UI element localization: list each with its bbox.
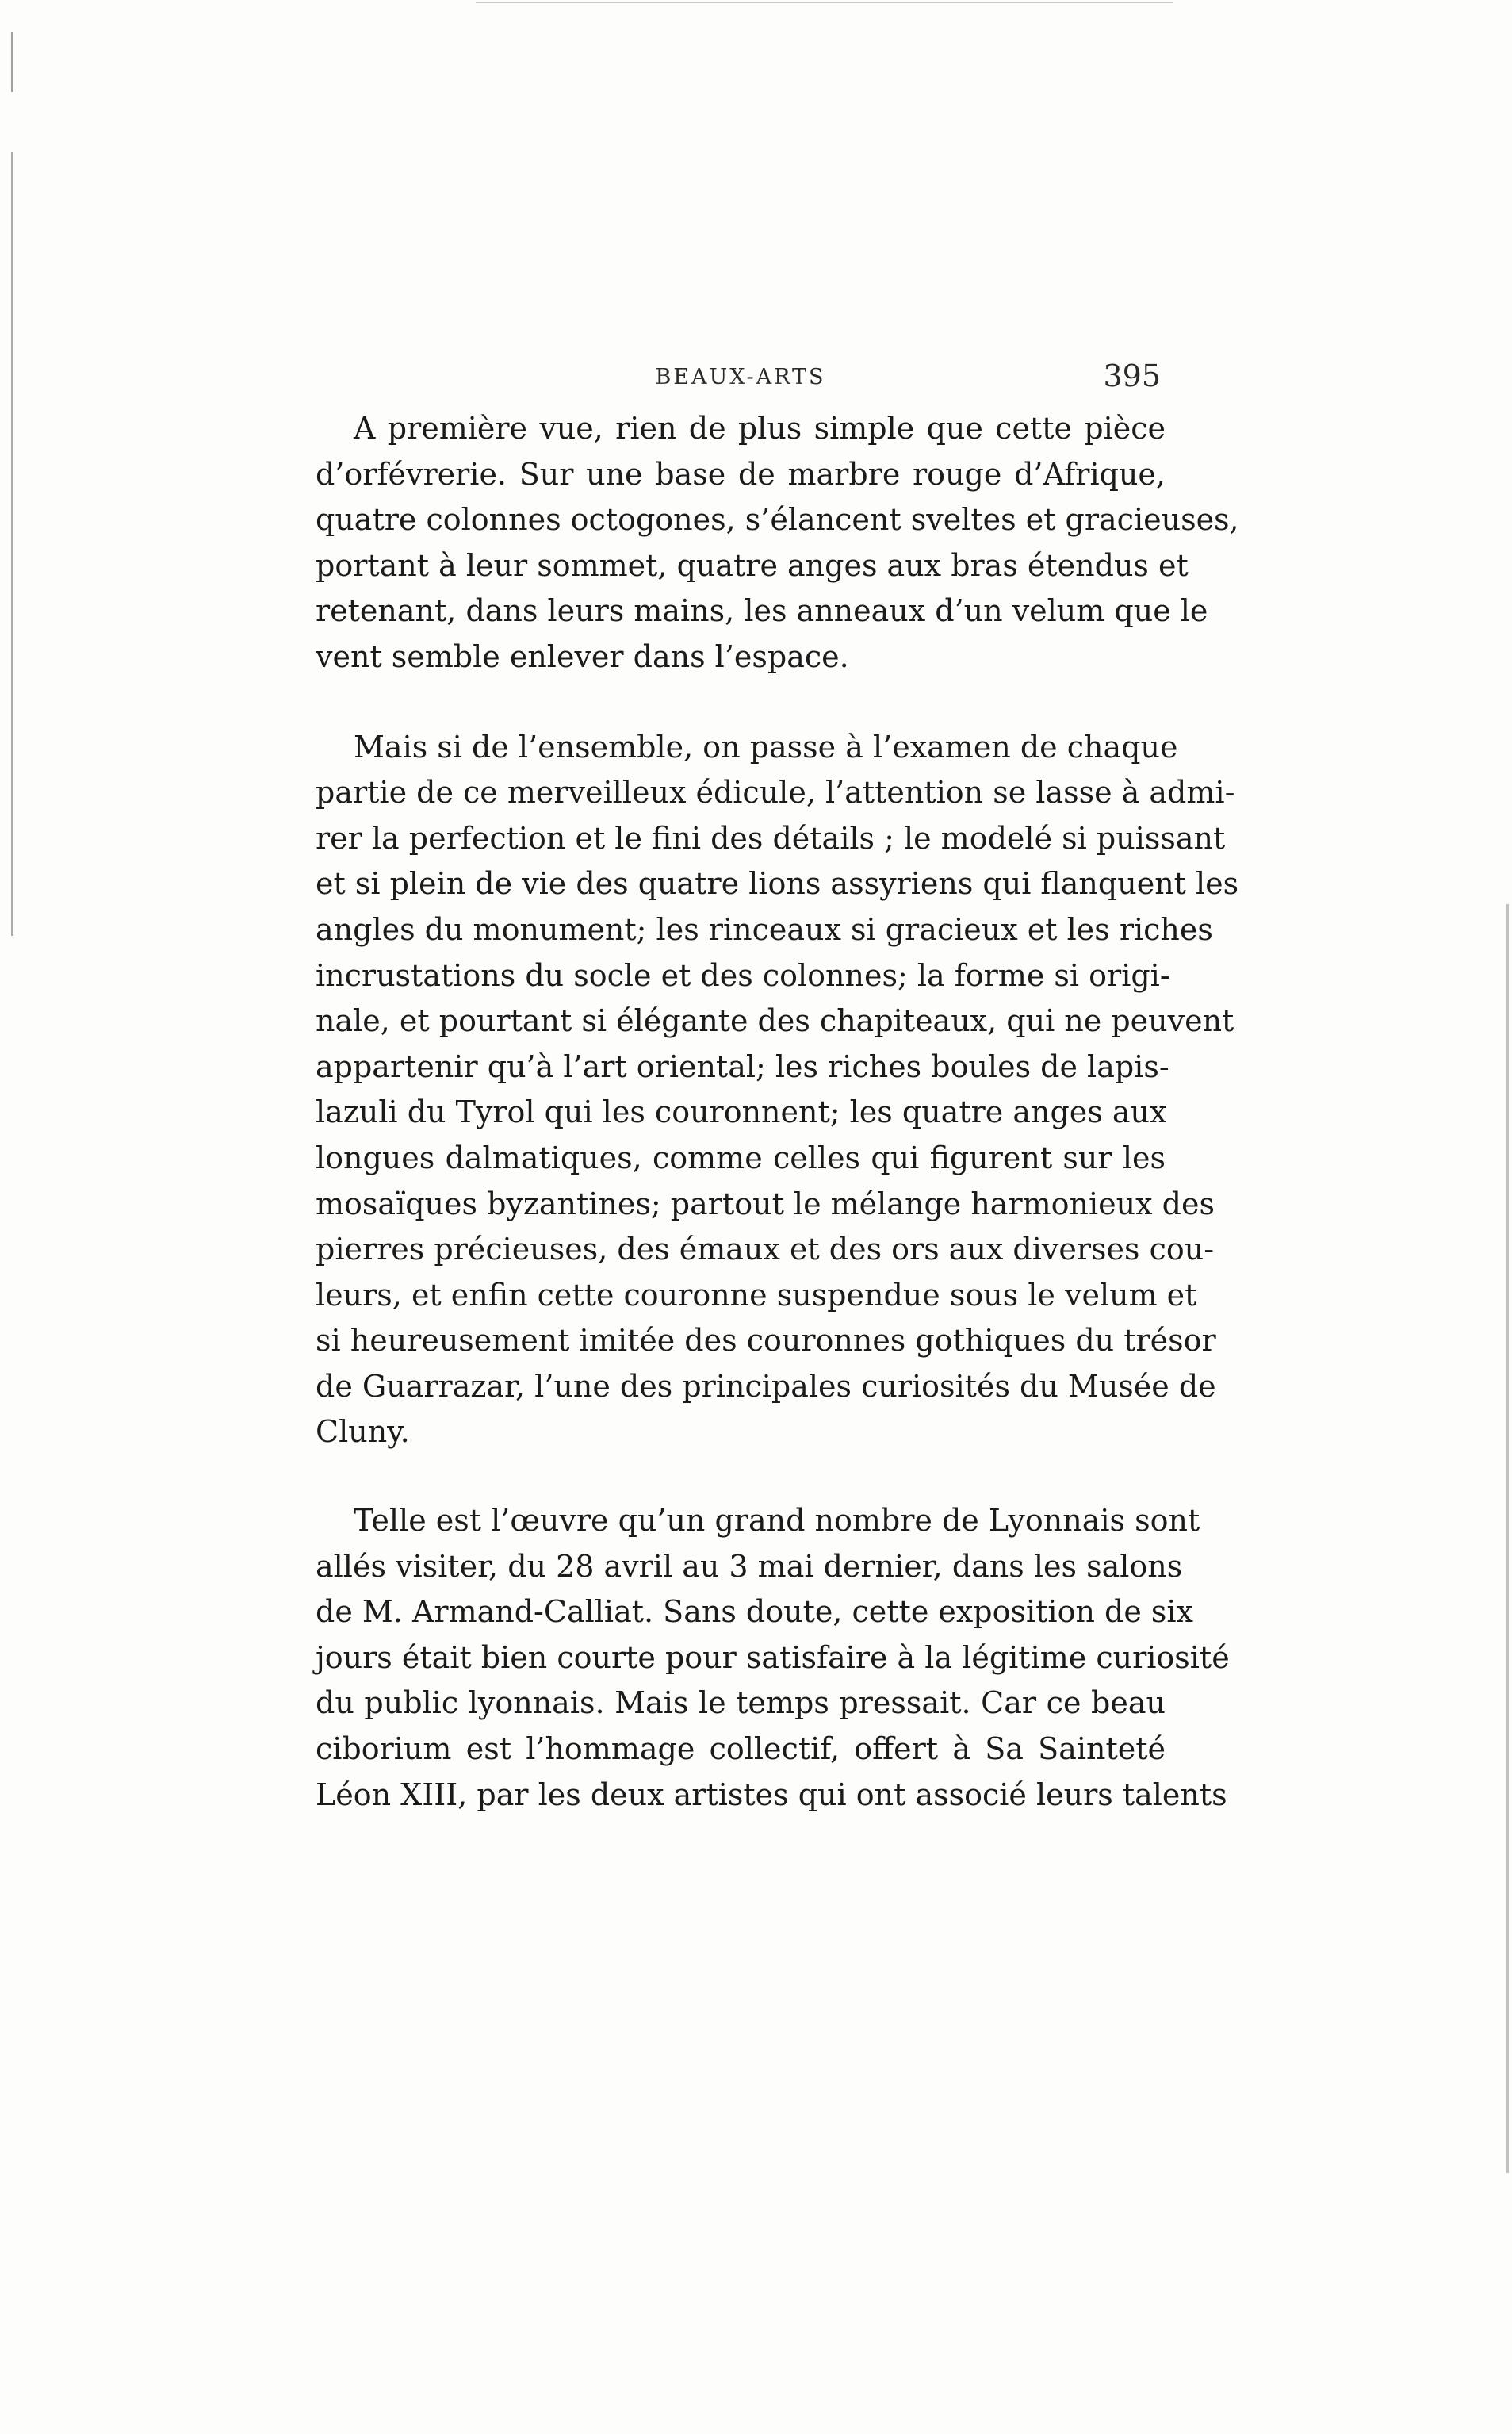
scan-right-edge xyxy=(1506,904,1509,2173)
text-line: Telle est l’œuvre qu’un grand nombre de Lyonnais sont xyxy=(354,1503,1200,1539)
text-line: quatre colonnes octogones, s’élancent sveltes et gracieuses, xyxy=(316,502,1239,538)
text-line: leurs, et enfin cette couronne suspendue sous le velum et xyxy=(316,1277,1197,1313)
page-column xyxy=(316,358,1239,1818)
text-line: de Guarrazar, l’une des principales curiosités du Musée de xyxy=(316,1368,1216,1404)
text-line: nale, et pourtant si élégante des chapiteaux, qui ne peuvent xyxy=(316,1003,1234,1039)
text-line: rer la perfection et le fini des détails ; le modelé si puissant xyxy=(316,820,1226,856)
running-head xyxy=(316,358,1166,400)
text-line: Léon XIII, par les deux artistes qui ont associé leurs talents xyxy=(316,1777,1227,1812)
text-line: Cluny. xyxy=(316,1414,410,1450)
paragraph-1 xyxy=(316,406,1239,680)
text-line: allés visiter, du 28 avril au 3 mai dernier, dans les salons xyxy=(316,1548,1183,1584)
text-line: partie de ce merveilleux édicule, l’attention se lasse à admi- xyxy=(316,775,1235,811)
text-line: appartenir qu’à l’art oriental; les riches boules de lapis- xyxy=(316,1048,1169,1084)
text-line: jours était bien courte pour satisfaire à la légitime curiosité xyxy=(316,1639,1230,1675)
text-line: A première vue, rien de plus simple que cette pièce xyxy=(354,411,1166,446)
text-line: retenant, dans leurs mains, les anneaux d’un velum que le xyxy=(316,593,1208,629)
text-line: mosaïques byzantines; partout le mélange harmonieux des xyxy=(316,1186,1215,1221)
text-line: angles du monument; les rinceaux si gracieux et les riches xyxy=(316,911,1213,947)
text-line: d’orfévrerie. Sur une base de marbre rouge d’Afrique, xyxy=(316,456,1166,492)
paragraph-3 xyxy=(316,1498,1230,1818)
text-line: si heureusement imitée des couronnes gothiques du trésor xyxy=(316,1323,1216,1359)
page-number: 395 xyxy=(1103,358,1161,393)
paragraph-2 xyxy=(316,725,1239,1456)
text-line: de M. Armand-Calliat. Sans doute, cette exposition de six xyxy=(316,1594,1193,1630)
text-line: lazuli du Tyrol qui les couronnent; les quatre anges aux xyxy=(316,1094,1167,1130)
scan-top-rule xyxy=(476,2,1173,3)
text-line: Mais si de l’ensemble, on passe à l’examen de chaque xyxy=(354,729,1178,765)
text-line: vent semble enlever dans l’espace. xyxy=(316,638,849,674)
text-line: portant à leur sommet, quatre anges aux bras étendus et xyxy=(316,547,1189,583)
running-title: BEAUX-ARTS xyxy=(655,365,826,389)
text-line: incrustations du socle et des colonnes; la forme si origi- xyxy=(316,957,1170,993)
text-line: longues dalmatiques, comme celles qui figurent sur les xyxy=(316,1140,1166,1175)
text-line: ciborium est l’hommage collectif, offert à Sa Sainteté xyxy=(316,1731,1166,1767)
scan-binding-edge xyxy=(11,32,13,1539)
text-line: pierres précieuses, des émaux et des ors aux diverses cou- xyxy=(316,1232,1215,1267)
text-line: et si plein de vie des quatre lions assyriens qui flanquent les xyxy=(316,866,1239,902)
text-line: du public lyonnais. Mais le temps pressait. Car ce beau xyxy=(316,1685,1166,1721)
